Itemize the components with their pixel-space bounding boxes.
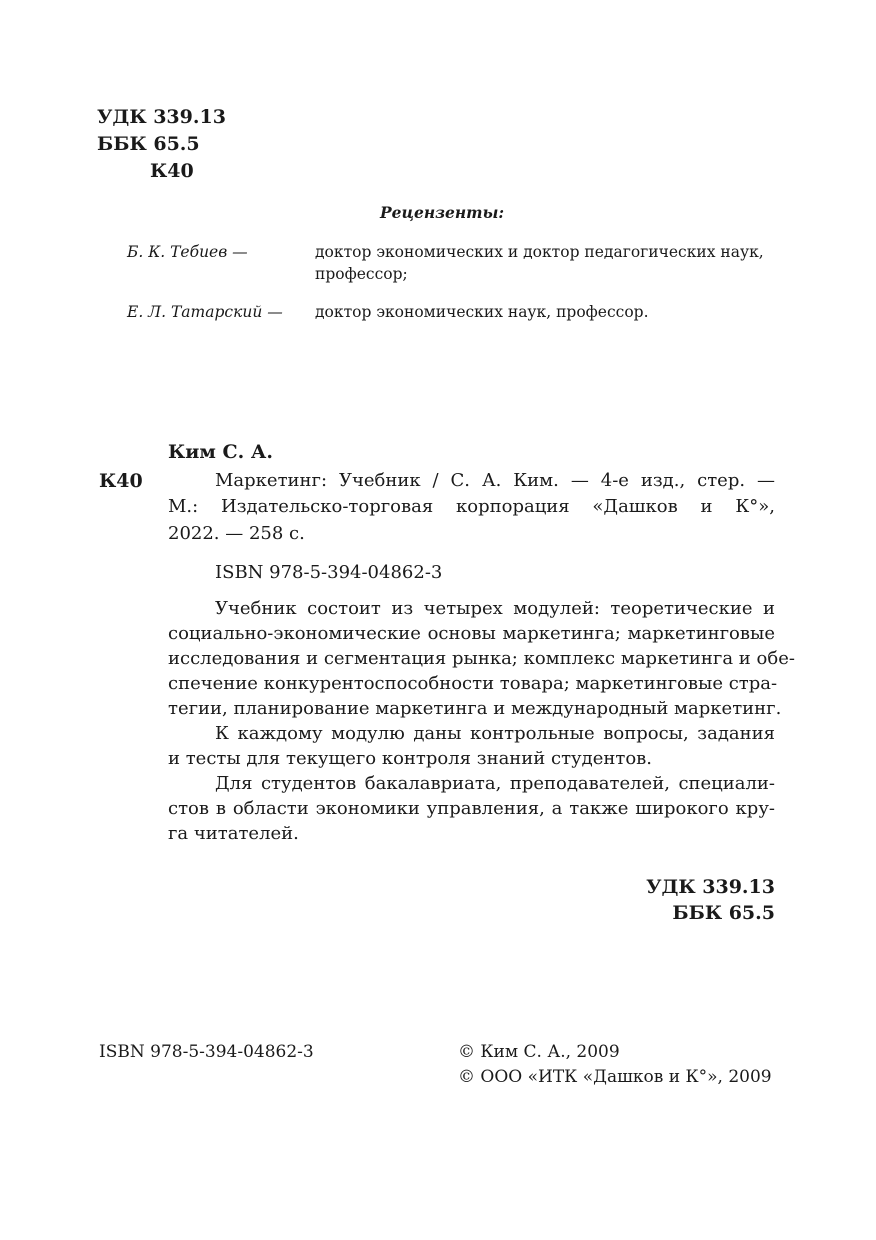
reviewers-title: Рецензенты: [380, 203, 505, 222]
abstract-line: К каждому модулю даны контрольные вопросы, задания [215, 723, 775, 744]
record-line: Маркетинг: Учебник / С. А. Ким. — 4-е изд., стер. — [215, 470, 775, 491]
copyright-publisher: © ООО «ИТК «Дашков и К°», 2009 [458, 1067, 772, 1087]
record-mark: К40 [99, 470, 143, 492]
abstract-line: и тесты для текущего контроля знаний студентов. [168, 748, 653, 769]
author-mark-header: К40 [150, 160, 194, 182]
abstract-line: Для студентов бакалавриата, преподавателей, специали- [215, 773, 775, 794]
reviewer-name: Б. К. Тебиев — [127, 243, 248, 261]
reviewer-desc: профессор; [315, 265, 408, 283]
reviewer-name: Е. Л. Татарский — [127, 303, 283, 321]
bbk-classification: ББК 65.5 [672, 902, 775, 924]
abstract-line: стов в области экономики управления, а также широкого кру- [168, 798, 775, 819]
reviewer-desc: доктор экономических и доктор педагогических наук, [315, 243, 764, 261]
record-isbn: ISBN 978-5-394-04862-3 [215, 562, 443, 583]
abstract-line: га читателей. [168, 823, 299, 844]
abstract-line: Учебник состоит из четырех модулей: теоретические и [215, 598, 775, 619]
abstract-line: тегии, планирование маркетинга и международный маркетинг. [168, 698, 782, 719]
bbk-header: ББК 65.5 [97, 133, 200, 155]
reviewer-desc: доктор экономических наук, профессор. [315, 303, 649, 321]
udk-classification: УДК 339.13 [646, 876, 775, 898]
record-author: Ким С. А. [168, 441, 273, 463]
footer-isbn: ISBN 978-5-394-04862-3 [99, 1042, 314, 1062]
record-line: 2022. — 258 с. [168, 523, 305, 544]
abstract-line: социально-экономические основы маркетинга; маркетинговые [168, 623, 775, 644]
abstract-line: исследования и сегментация рынка; комплекс маркетинга и обе- [168, 648, 795, 669]
copyright-author: © Ким С. А., 2009 [458, 1042, 620, 1062]
abstract-line: спечение конкурентоспособности товара; маркетинговые стра- [168, 673, 778, 694]
udk-header: УДК 339.13 [97, 106, 226, 128]
record-line: М.: Издательско-торговая корпорация «Дашков и К°», [168, 496, 775, 517]
